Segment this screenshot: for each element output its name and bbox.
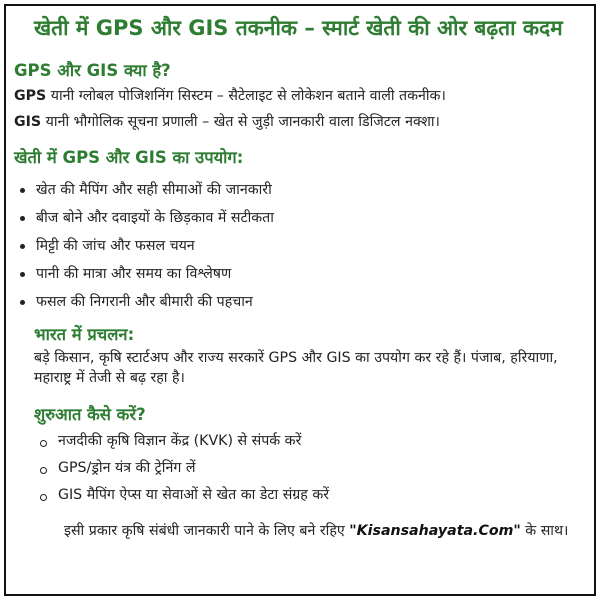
list-item: खेत की मैपिंग और सही सीमाओं की जानकारी (36, 182, 272, 198)
circle-bullet-icon (40, 440, 47, 447)
list-item: फसल की निगरानी और बीमारी की पहचान (36, 294, 253, 310)
list-item: GIS मैपिंग ऐप्स या सेवाओं से खेत का डेटा संग्रह करें (58, 487, 330, 503)
page-title: खेती में GPS और GIS तकनीक – स्मार्ट खेती की ओर बढ़ता कदम (34, 16, 563, 40)
circle-bullet-icon (40, 494, 47, 501)
content-card (4, 4, 596, 596)
list-item: मिट्टी की जांच और फसल चयन (36, 238, 195, 254)
section-heading-what-is: GPS और GIS क्या है? (14, 61, 171, 80)
list-item: नजदीकी कृषि विज्ञान केंद्र (KVK) से संपर्क करें (58, 433, 302, 449)
gis-definition (14, 112, 440, 131)
gps-definition (14, 86, 446, 105)
footer-prefix: इसी प्रकार कृषि संबंधी जानकारी पाने के लिए बने रहिए (64, 523, 345, 539)
site-name-link[interactable]: "Kisansahayata.Com" (349, 523, 521, 539)
bullet-icon (20, 188, 25, 193)
india-adoption-text: बड़े किसान, कृषि स्टार्टअप और राज्य सरकारें GPS और GIS का उपयोग कर रहे हैं। पंजाब, हरियाणा, महाराष्ट्र में तेजी से बढ़ रहा है। (34, 350, 558, 386)
section-heading-uses: खेती में GPS और GIS का उपयोग: (14, 148, 244, 167)
bullet-icon (20, 272, 25, 277)
gps-term: GPS (14, 88, 47, 104)
list-item: पानी की मात्रा और समय का विश्लेषण (36, 266, 232, 282)
section-heading-getting-started: शुरुआत कैसे करें? (34, 405, 146, 424)
footer-note (64, 521, 568, 540)
list-item: GPS/ड्रोन यंत्र की ट्रेनिंग लें (58, 460, 196, 476)
circle-bullet-icon (40, 467, 47, 474)
bullet-icon (20, 244, 25, 249)
bullet-icon (20, 300, 25, 305)
footer-suffix: के साथ। (525, 523, 569, 539)
list-item: बीज बोने और दवाइयों के छिड़काव में सटीकता (36, 210, 274, 226)
section-heading-india: भारत में प्रचलन: (34, 325, 135, 344)
gis-term: GIS (14, 114, 42, 130)
gis-description: यानी भौगोलिक सूचना प्रणाली – खेत से जुड़ी जानकारी वाला डिजिटल नक्शा। (45, 114, 440, 130)
bullet-icon (20, 216, 25, 221)
gps-description: यानी ग्लोबल पोजिशनिंग सिस्टम – सैटेलाइट से लोकेशन बताने वाली तकनीक। (50, 88, 446, 104)
